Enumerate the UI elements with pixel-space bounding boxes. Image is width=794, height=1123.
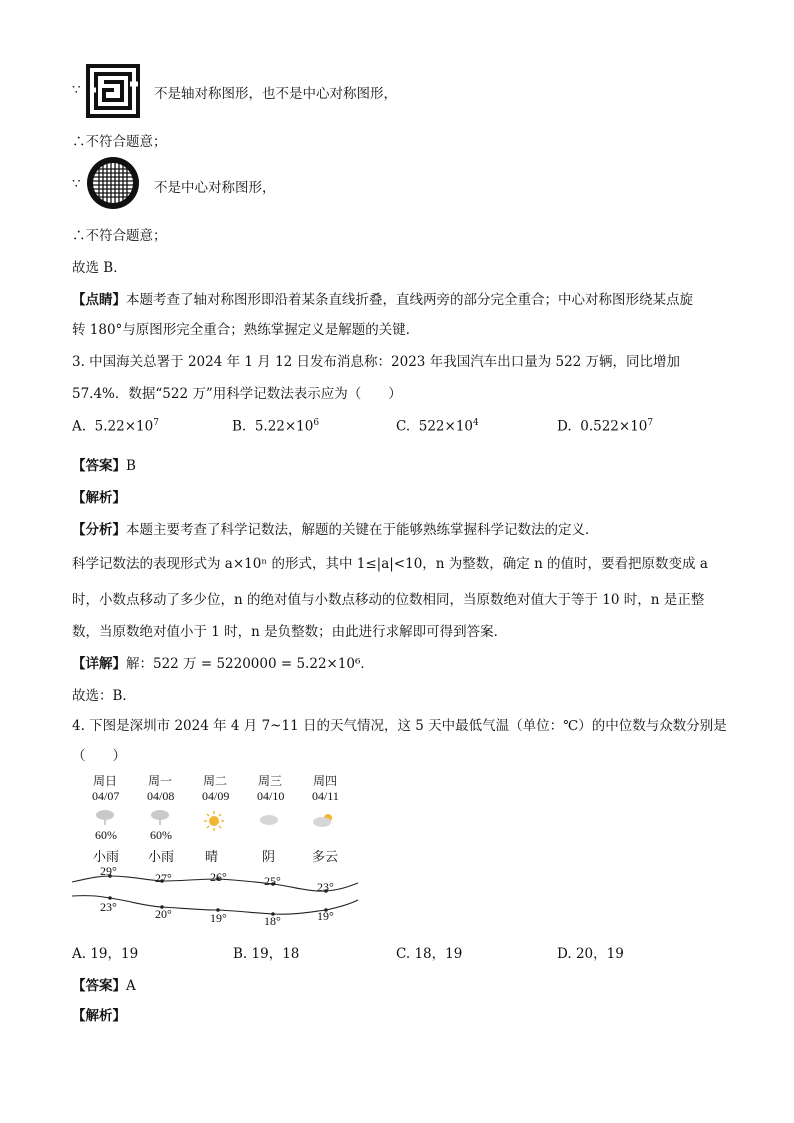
weather-label: 小雨 — [148, 850, 175, 865]
q3-option-d — [557, 418, 653, 435]
lattice-window-figure — [86, 156, 140, 210]
q3-option-a — [72, 418, 159, 435]
q4-option-c — [396, 942, 462, 962]
high-temp-label: 25° — [264, 874, 281, 888]
option-letter: D. — [557, 418, 572, 435]
partly-cloudy-icon — [312, 812, 336, 828]
option-text: 20，19 — [575, 946, 624, 962]
q3-stem-line1: 3. 中国海关总署于 2024 年 1 月 12 日发布消息称：2023 年我国汽车出口量为 522 万辆，同比增加 — [72, 354, 681, 370]
option-letter: B. — [233, 946, 248, 962]
weekday-label: 周二 — [203, 774, 228, 788]
dianjing-line2: 转 180°与原图形完全重合；熟练掌握定义是解题的关键． — [72, 322, 420, 338]
date-label: 04/11 — [312, 789, 339, 803]
high-temp-label: 27° — [155, 871, 172, 885]
weekday-label: 周四 — [313, 774, 338, 788]
high-temp-label: 26° — [210, 870, 227, 884]
q3-explain-line3: 数，当原数绝对值小于 1 时，n 是负整数；由此进行求解即可得到答案． — [72, 624, 508, 640]
date-label: 04/08 — [147, 789, 175, 803]
fenxi-text: 本题主要考查了科学记数法，解题的关键在于能够熟练掌握科学记数法的定义． — [126, 522, 599, 538]
q3-stem-line2: 57.4%．数据“522 万”用科学记数法表示应为（ ） — [72, 386, 402, 402]
q3-fenxi — [72, 518, 599, 538]
q3-option-b — [232, 418, 319, 435]
answer-value: A — [126, 978, 136, 994]
option-letter: A. — [72, 418, 87, 435]
weather-label: 小雨 — [93, 850, 120, 865]
q3-option-c — [396, 418, 479, 435]
weather-label: 晴 — [205, 850, 219, 865]
low-temp-label: 20° — [155, 907, 172, 921]
q3-explain-line1: 科学记数法的表现形式为 a×10ⁿ 的形式，其中 1≤|a|<10，n 为整数，确定 n 的值时，要看把原数变成 a — [72, 556, 708, 572]
weather-label: 阴 — [262, 850, 276, 865]
option-letter: B. — [232, 418, 247, 435]
high-temp-label: 29° — [100, 864, 117, 878]
q3-answer — [72, 454, 136, 474]
dianjing-line1 — [72, 288, 693, 308]
high-temp-label: 23° — [317, 880, 334, 894]
option-letter: A. — [72, 946, 87, 962]
xiangjie-text: 解：522 万 = 5220000 = 5.22×10⁶． — [126, 656, 374, 672]
answer-value: B — [126, 458, 136, 474]
option-base: 5.22×10 — [94, 418, 154, 435]
fenxi-tag: 【分析】 — [72, 522, 126, 538]
date-label: 04/10 — [257, 789, 285, 803]
answer-tag: 【答案】 — [72, 978, 126, 994]
dianjing-tag: 【点睛】 — [72, 292, 126, 308]
option-exponent: 7 — [647, 418, 654, 428]
weather-label: 多云 — [312, 850, 339, 865]
date-label: 04/07 — [92, 789, 120, 803]
cloud-icon — [258, 813, 280, 827]
answer-tag: 【答案】 — [72, 458, 126, 474]
rain-cloud-icon — [149, 808, 171, 826]
q4-option-d — [557, 942, 624, 962]
option-letter: C. — [396, 946, 411, 962]
q4-stem-line2: （ ） — [72, 748, 126, 764]
q3-explain-line2: 时，小数点移动了多少位，n 的绝对值与小数点移动的位数相同，当原数绝对值大于等于 10 时，n 是正整 — [72, 592, 705, 608]
option-letter: C. — [396, 418, 411, 435]
block2-text: ∴不符合题意； — [72, 134, 167, 150]
option-exponent: 4 — [473, 418, 479, 428]
rain-cloud-icon — [94, 808, 116, 826]
maze-figure — [86, 64, 140, 118]
low-temp-label: 19° — [210, 911, 227, 925]
weekday-label: 周一 — [148, 774, 173, 788]
q4-jiexi-tag: 【解析】 — [72, 1008, 126, 1024]
block5-text: 故选 B． — [72, 260, 127, 276]
q3-jiexi-tag: 【解析】 — [72, 490, 126, 506]
q3-xiangjie — [72, 652, 374, 672]
rain-chance: 60% — [95, 828, 117, 842]
low-temp-label: 23° — [100, 900, 117, 914]
q4-option-a — [72, 942, 138, 962]
option-base: 522×10 — [418, 418, 473, 435]
option-base: 0.522×10 — [580, 418, 648, 435]
option-exponent: 6 — [313, 418, 320, 428]
option-text: 19，18 — [251, 946, 300, 962]
q4-option-b — [233, 942, 299, 962]
low-temp-label: 18° — [264, 914, 281, 928]
block3-text: 不是中心对称图形， — [154, 180, 276, 196]
block4-text: ∴不符合题意； — [72, 228, 167, 244]
dianjing-text: 本题考查了轴对称图形即沿着某条直线折叠，直线两旁的部分完全重合；中心对称图形绕某点旋 — [126, 292, 693, 308]
low-temp-label: 19° — [317, 909, 334, 923]
option-letter: D. — [557, 946, 572, 962]
xiangjie-tag: 【详解】 — [72, 656, 126, 672]
option-base: 5.22×10 — [254, 418, 314, 435]
sun-icon — [203, 810, 225, 832]
option-exponent: 7 — [153, 418, 159, 428]
rain-chance: 60% — [150, 828, 172, 842]
q3-conclusion: 故选：B． — [72, 688, 136, 704]
because-symbol: ∵ — [72, 176, 81, 192]
weekday-label: 周日 — [93, 774, 118, 788]
option-text: 18，19 — [414, 946, 463, 962]
weekday-label: 周三 — [258, 774, 283, 788]
date-label: 04/09 — [202, 789, 230, 803]
because-symbol: ∵ — [72, 82, 81, 98]
option-text: 19，19 — [90, 946, 139, 962]
block1-text: 不是轴对称图形，也不是中心对称图形， — [154, 86, 397, 102]
q4-answer — [72, 974, 136, 994]
q4-stem-line1: 4. 下图是深圳市 2024 年 4 月 7~11 日的天气情况，这 5 天中最低气温（单位：℃）的中位数与众数分别是 — [72, 718, 727, 734]
